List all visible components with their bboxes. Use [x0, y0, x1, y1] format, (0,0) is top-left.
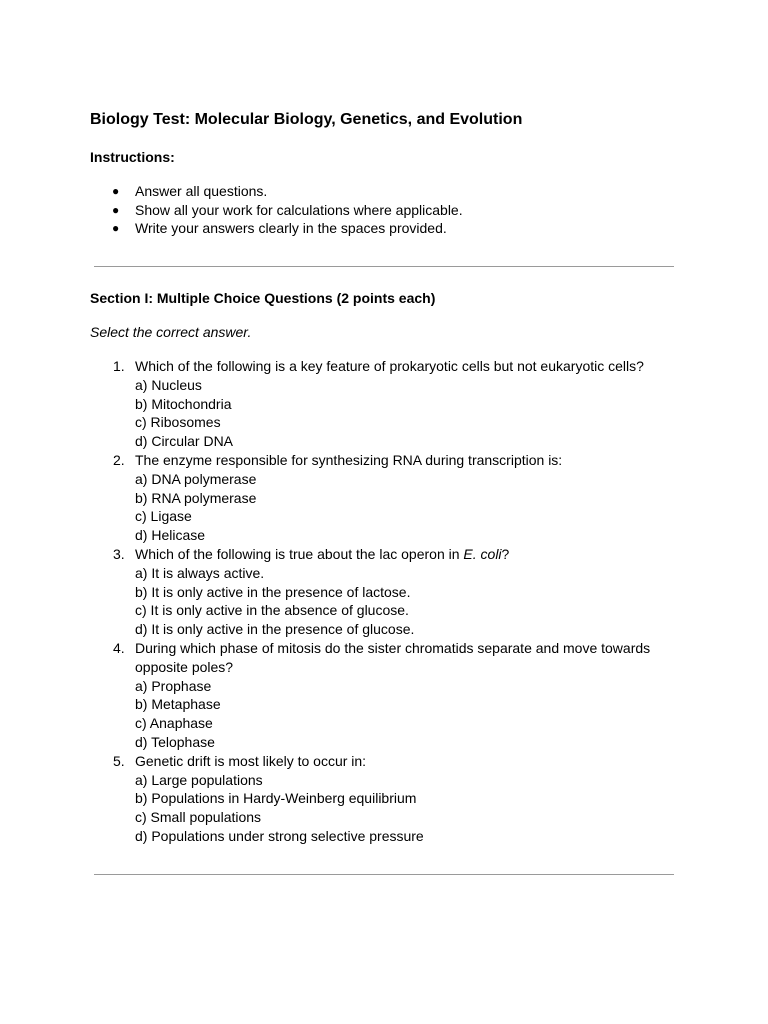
answer-option: a) Prophase — [135, 677, 212, 694]
instruction-item — [90, 201, 463, 220]
section-heading: Section I: Multiple Choice Questions (2 points each) — [90, 290, 436, 306]
question-number: 1. — [113, 358, 125, 374]
horizontal-divider — [94, 874, 674, 875]
answer-option: c) Ribosomes — [135, 414, 221, 431]
question-item — [90, 357, 670, 451]
question-number: 5. — [113, 752, 125, 769]
question-text: Which of the following is a key feature of prokaryotic cells but not eukaryotic cells? — [135, 358, 644, 374]
question-number: 3. — [113, 545, 125, 562]
answer-option: b) Populations in Hardy-Weinberg equilibrium — [135, 790, 417, 807]
answer-option: d) Telophase — [135, 733, 215, 750]
question-number: 2. — [113, 451, 125, 468]
question-text: Which of the following is true about the lac operon in E. coli? — [135, 545, 510, 562]
answer-option: d) Populations under strong selective pressure — [135, 827, 424, 844]
answer-option: b) RNA polymerase — [135, 489, 257, 506]
question-number: 4. — [113, 639, 125, 656]
instruction-text: Write your answers clearly in the spaces provided. — [135, 220, 447, 237]
answer-option: d) Circular DNA — [135, 433, 234, 450]
bullet-icon: ● — [112, 221, 120, 236]
answer-option: d) Helicase — [135, 527, 206, 544]
answer-option: c) Anaphase — [135, 715, 213, 732]
question-item — [90, 545, 670, 639]
answer-option: a) DNA polymerase — [135, 470, 257, 487]
instruction-item — [90, 219, 463, 238]
question-text: During which phase of mitosis do the sister chromatids separate and move towards opposite poles? — [135, 639, 651, 675]
horizontal-divider — [94, 266, 674, 267]
document-title: Biology Test: Molecular Biology, Genetics, and Evolution — [90, 111, 523, 128]
instructions-heading: Instructions: — [90, 149, 175, 165]
answer-option: c) Ligase — [135, 508, 192, 525]
answer-option: d) It is only active in the presence of glucose. — [135, 621, 415, 638]
question-text: Genetic drift is most likely to occur in: — [135, 752, 367, 769]
instruction-item — [90, 182, 463, 201]
question-item — [90, 639, 670, 752]
section-subheading: Select the correct answer. — [90, 324, 252, 340]
instructions-list — [90, 182, 463, 238]
question-item — [90, 752, 670, 846]
bullet-icon: ● — [112, 202, 120, 217]
answer-option: b) It is only active in the presence of lactose. — [135, 583, 411, 600]
question-list — [90, 357, 670, 846]
bullet-icon: ● — [112, 184, 120, 198]
question-text: The enzyme responsible for synthesizing RNA during transcription is: — [135, 451, 563, 468]
answer-option: b) Metaphase — [135, 696, 221, 713]
answer-option: a) It is always active. — [135, 564, 265, 581]
question-item — [90, 451, 670, 545]
instruction-text: Show all your work for calculations where applicable. — [135, 201, 463, 218]
answer-option: a) Nucleus — [135, 376, 202, 393]
answer-option: a) Large populations — [135, 771, 263, 788]
instruction-text: Answer all questions. — [135, 183, 268, 199]
answer-option: b) Mitochondria — [135, 395, 232, 412]
answer-option: c) Small populations — [135, 809, 262, 826]
answer-option: c) It is only active in the absence of glucose. — [135, 602, 409, 619]
